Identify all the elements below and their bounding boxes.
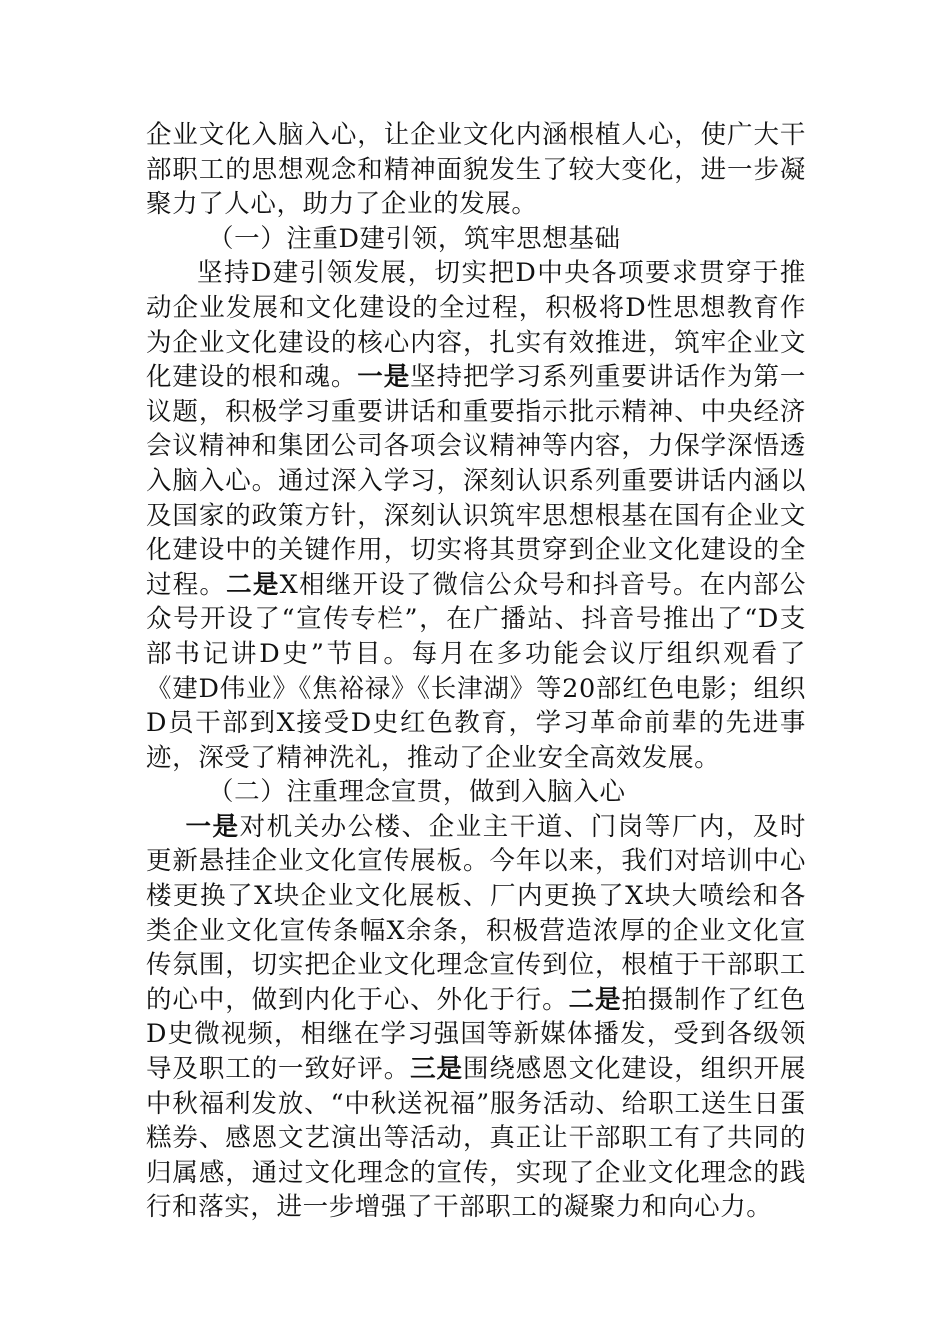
section-2-text-c: 围绕感恩文化建设，组织开展中秋福利发放、“中秋送祝福”服务活动、给职工送生日蛋糕券、感恩文艺演出等活动，真正让干部职工有了共同的归属感，通过文化理念的宣传，实现了企业文化理念的践行和落实，进一步增强了干部职工的凝聚力和向心力。 <box>146 1054 806 1223</box>
document-page <box>146 118 806 1225</box>
section-2-marker-1: 一是 <box>185 811 240 842</box>
section-1-paragraph <box>146 256 806 775</box>
section-1-marker-1: 一是 <box>357 362 411 393</box>
section-heading-2: （二）注重理念宣贯，做到入脑入心 <box>208 777 626 808</box>
section-1-marker-2: 二是 <box>226 569 280 600</box>
section-2-text-b: 拍摄制作了红色D史微视频，相继在学习强国等新媒体播发，受到各级领导及职工的一致好评。 <box>146 984 806 1085</box>
intro-paragraph: 企业文化入脑入心，让企业文化内涵根植人心，使广大干部职工的思想观念和精神面貌发生了较大变化，进一步凝聚力了人心，助力了企业的发展。 <box>146 120 806 220</box>
section-2-marker-2: 二是 <box>568 984 622 1015</box>
section-heading-1: （一）注重D建引领，筑牢思想基础 <box>208 223 621 254</box>
section-2-marker-3: 三是 <box>410 1054 463 1085</box>
section-1-text-c: X相继开设了微信公众号和抖音号。在内部公众号开设了“宣传专栏”，在广播站、抖音号推出了“D支部书记讲D史”节目。每月在多功能会议厅组织观看了《建D伟业》《焦裕禄》《长津湖》等20部红色电影；组织D员干部到X接受D史红色教育，学习革命前辈的先进事迹，深受了精神洗礼，推动了企业安全高效发展。 <box>146 569 807 773</box>
section-2-paragraph <box>146 810 806 1225</box>
section-1-text-b: 坚持把学习系列重要讲话作为第一议题，积极学习重要讲话和重要指示批示精神、中央经济会议精神和集团公司各项会议精神等内容，力保学深悟透入脑入心。通过深入学习，深刻认识系列重要讲话内涵以及国家的政策方针，深刻认识筑牢思想根基在国有企业文化建设中的关键作用，切实将其贯穿到企业文化建设的全过程。 <box>146 362 806 600</box>
section-2-text-a: 对机关办公楼、企业主干道、门岗等厂内，及时更新悬挂企业文化宣传展板。今年以来，我们对培训中心楼更换了X块企业文化展板、厂内更换了X块大喷绘和各类企业文化宣传条幅X余条，积极营造浓厚的企业文化宣传氛围，切实把企业文化理念宣传到位，根植于干部职工的心中，做到内化于心、外化于行。 <box>146 811 807 1015</box>
section-1-text-a: 坚持D建引领发展，切实把D中央各项要求贯穿于推动企业发展和文化建设的全过程，积极将D性思想教育作为企业文化建设的核心内容，扎实有效推进，筑牢企业文化建设的根和魂。 <box>146 258 806 393</box>
